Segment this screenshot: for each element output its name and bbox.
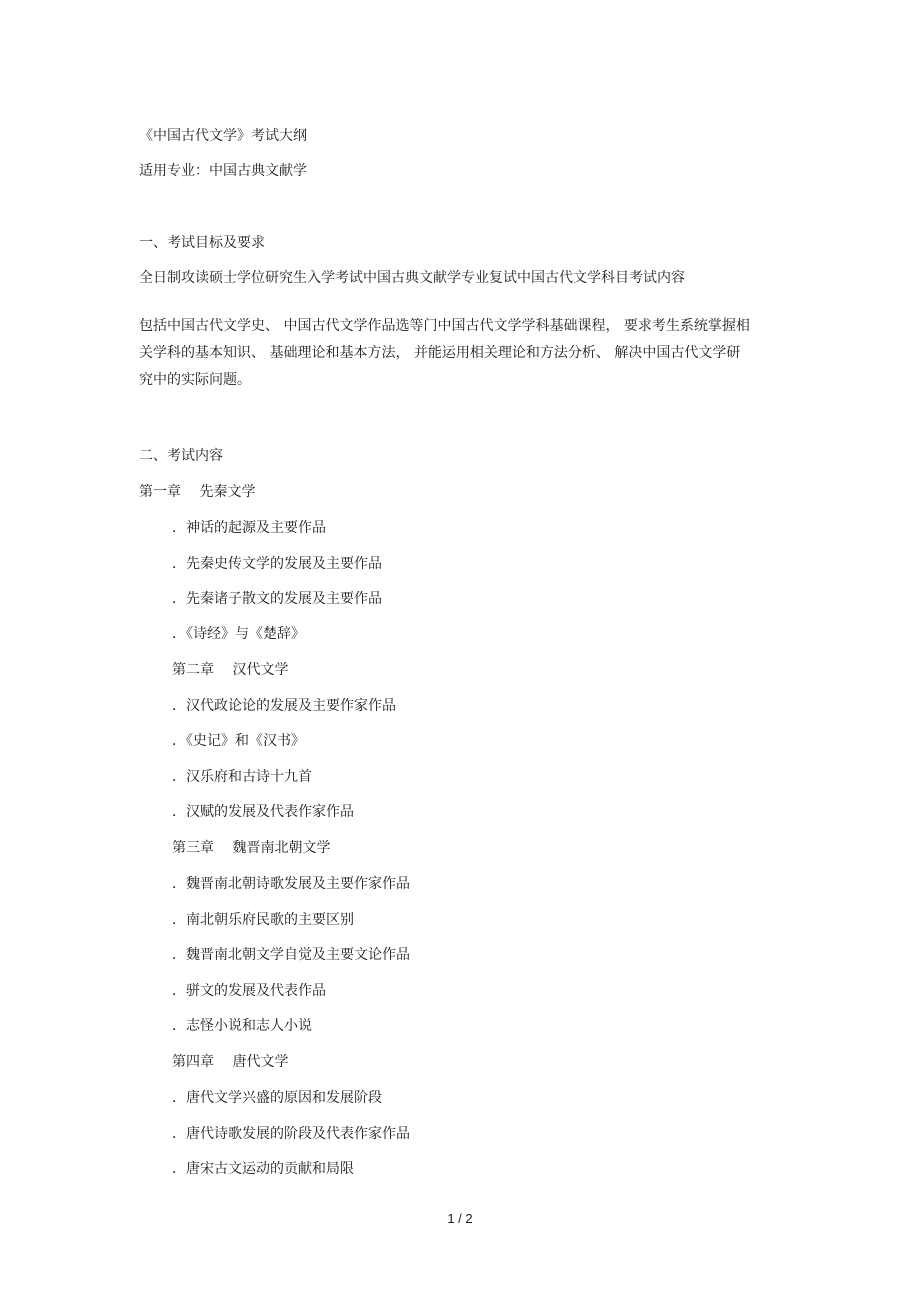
section1-intro-line: 全日制攻读硕士学位研究生入学考试中国古典文献学专业复试中国古代文学科目考试内容 — [139, 270, 685, 286]
list-item: ．汉乐府和古诗十九首 — [172, 769, 312, 785]
section1-paragraph-line: 关学科的基本知识、 基础理论和基本方法， 并能运用相关理论和方法分析、 解决中国古代文学研 — [139, 345, 741, 361]
section1-heading: 一、考试目标及要求 — [139, 235, 265, 251]
list-item: ．《史记》和《汉书》 — [172, 733, 305, 749]
section2-heading: 二、考试内容 — [139, 448, 223, 464]
page-number: 1 / 2 — [447, 1211, 473, 1226]
section1-paragraph-line: 究中的实际问题。 — [139, 372, 251, 388]
list-item: ．唐宋古文运动的贡献和局限 — [172, 1161, 354, 1177]
list-item: ．唐代诗歌发展的阶段及代表作家作品 — [172, 1126, 410, 1142]
chapter2-heading: 第二章 汉代文学 — [172, 662, 289, 678]
document-title: 《中国古代文学》考试大纲 — [139, 128, 307, 144]
list-item: ．南北朝乐府民歌的主要区别 — [172, 912, 354, 928]
list-item: ．汉赋的发展及代表作家作品 — [172, 804, 354, 820]
list-item: ．魏晋南北朝文学自觉及主要文论作品 — [172, 947, 410, 963]
list-item: ．骈文的发展及代表作品 — [172, 983, 326, 999]
list-item: ．唐代文学兴盛的原因和发展阶段 — [172, 1090, 382, 1106]
list-item: ．魏晋南北朝诗歌发展及主要作家作品 — [172, 876, 410, 892]
chapter4-heading: 第四章 唐代文学 — [172, 1054, 289, 1070]
list-item: ．先秦史传文学的发展及主要作品 — [172, 556, 382, 572]
applicable-major: 适用专业：中国古典文献学 — [139, 163, 307, 179]
section1-paragraph-line: 包括中国古代文学史、 中国古代文学作品选等门中国古代文学学科基础课程， 要求考生系统掌握相 — [139, 318, 750, 334]
list-item: ．志怪小说和志人小说 — [172, 1018, 312, 1034]
chapter3-heading: 第三章 魏晋南北朝文学 — [172, 840, 331, 856]
list-item: ．《诗经》与《楚辞》 — [172, 626, 305, 642]
list-item: ．神话的起源及主要作品 — [172, 520, 326, 536]
chapter1-heading: 第一章 先秦文学 — [139, 484, 256, 500]
list-item: ．先秦诸子散文的发展及主要作品 — [172, 591, 382, 607]
list-item: ．汉代政论论的发展及主要作家作品 — [172, 698, 396, 714]
section1-paragraph — [139, 313, 779, 394]
